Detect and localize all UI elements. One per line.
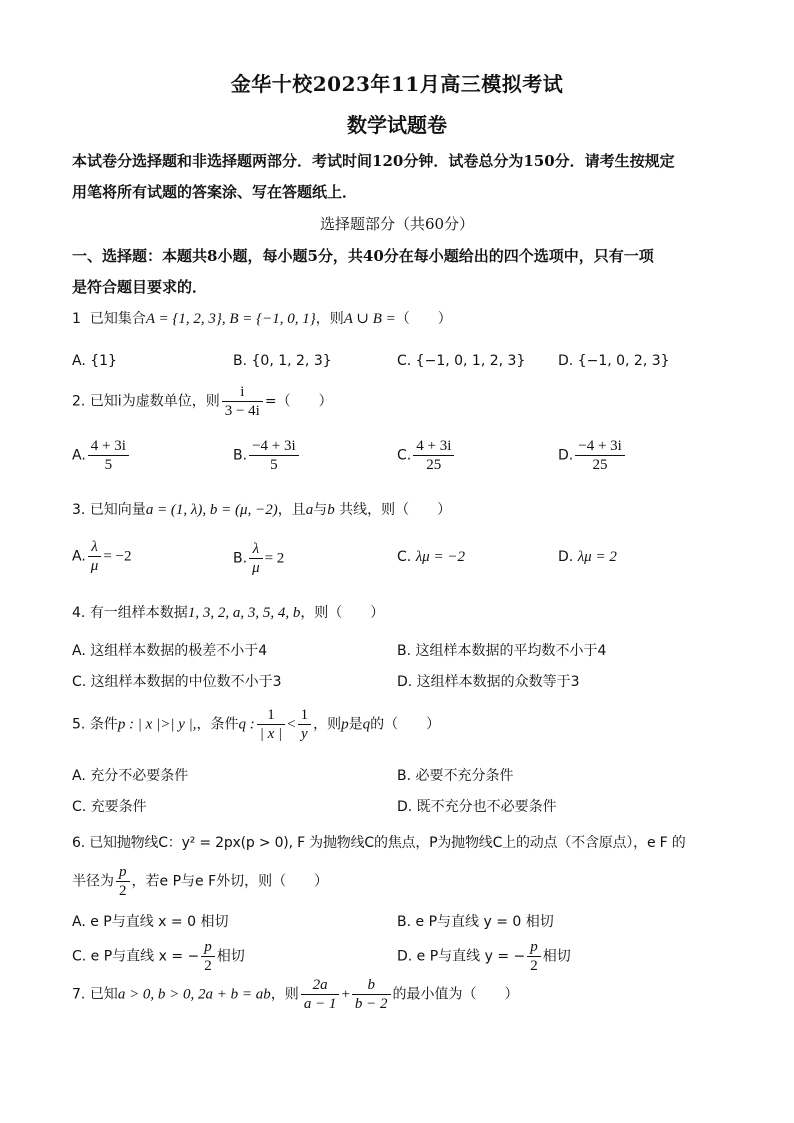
question-number: 6. <box>72 835 85 851</box>
option-label: A. <box>72 548 86 565</box>
fraction <box>222 383 263 420</box>
question-3 <box>72 499 451 519</box>
q2-option-c <box>397 437 456 474</box>
q1-option-b: B. {0, 1, 2, 3} <box>233 353 332 369</box>
question-text: 已知集合 <box>89 311 146 327</box>
fraction-denominator: 5 <box>249 455 299 474</box>
question-text: 已知向量 <box>89 502 146 518</box>
symbol-q: q <box>362 716 371 733</box>
math-expression: λμ = −2 <box>415 549 465 565</box>
option-label: B. <box>233 447 248 464</box>
question-text: ，条件 <box>196 716 239 733</box>
question-number: 5. <box>72 716 86 733</box>
question-4 <box>72 602 384 622</box>
fraction <box>298 706 312 743</box>
vector-a: a <box>305 502 314 518</box>
option-label: A. <box>72 447 86 464</box>
condition-q: q : <box>238 716 255 733</box>
q4-option-b: B. 这组样本数据的平均数不小于4 <box>397 643 607 659</box>
question-text: ，则 <box>313 716 342 733</box>
fraction-numerator: 1 <box>300 707 309 723</box>
fraction <box>201 938 215 975</box>
fraction-denominator: 3 − 4i <box>222 401 263 420</box>
page-subtitle: 数学试题卷 <box>347 113 447 137</box>
question-1 <box>72 308 452 328</box>
intro-line-1: 本试卷分选择题和非选择题两部分．考试时间120分钟．试卷总分为150分．请考生按规定 <box>72 152 675 170</box>
question-6-line-2 <box>72 863 328 900</box>
question-5 <box>72 706 440 743</box>
fraction-denominator: b − 2 <box>352 994 391 1013</box>
fraction-denominator: y <box>298 724 312 743</box>
question-2 <box>72 383 333 420</box>
fraction-numerator: −4 + 3i <box>252 438 296 454</box>
question-text: ，则 <box>315 311 344 327</box>
part1-instruction-line-1: 一、选择题：本题共8小题，每小题5分，共40分在每小题给出的四个选项中，只有一项 <box>72 247 654 265</box>
q3-option-b <box>233 540 284 577</box>
page-title: 金华十校2023年11月高三模拟考试 <box>230 72 564 96</box>
math-expression: = −2 <box>103 548 132 565</box>
answer-paren: （ ） <box>395 311 452 327</box>
question-text: 共线，则（ ） <box>339 502 452 518</box>
question-text: 的最小值为（ ） <box>392 986 519 1003</box>
fraction <box>249 540 263 577</box>
q4-option-c: C. 这组样本数据的中位数不小于3 <box>72 674 282 690</box>
symbol-p: p <box>341 716 349 733</box>
section-title: 选择题部分（共60分） <box>319 215 475 233</box>
fraction <box>116 863 130 900</box>
q6-option-d <box>397 938 571 975</box>
option-label: C. <box>397 549 412 565</box>
q6-option-b: B. e P与直线 y = 0 相切 <box>397 914 554 930</box>
option-text: D. e P与直线 y = − <box>397 948 526 965</box>
fraction-numerator: b <box>367 977 375 993</box>
fraction-numerator: λ <box>252 541 260 557</box>
question-7 <box>72 976 519 1013</box>
plus-sign: + <box>341 986 350 1003</box>
question-text: ，若e P与e F外切，则（ ） <box>131 873 329 890</box>
fraction <box>352 976 391 1013</box>
fraction-numerator: p <box>204 939 212 955</box>
fraction-numerator: p <box>119 864 127 880</box>
option-text: 相切 <box>216 948 245 965</box>
fraction-numerator: −4 + 3i <box>578 438 622 454</box>
option-label: B. <box>233 550 248 567</box>
option-text: C. e P与直线 x = − <box>72 948 200 965</box>
question-text: ，则 <box>270 986 299 1003</box>
q2-option-a <box>72 437 131 474</box>
fraction-denominator: 25 <box>413 455 454 474</box>
question-text: 与 <box>313 502 328 518</box>
question-text: 半径为 <box>72 873 114 890</box>
fraction-denominator: a − 1 <box>301 994 340 1013</box>
question-text: 已知i为虚数单位，则 <box>89 393 220 410</box>
q3-option-a <box>72 538 131 575</box>
fraction <box>88 437 129 474</box>
vector-b: b <box>327 502 335 518</box>
fraction <box>527 938 541 975</box>
q5-option-b: B. 必要不充分条件 <box>397 768 514 784</box>
q6-option-c <box>72 938 245 975</box>
question-number: 3. <box>72 502 86 518</box>
condition-p: p : | x |>| y |, <box>117 716 197 733</box>
fraction-numerator: 4 + 3i <box>416 438 452 454</box>
fraction <box>301 976 340 1013</box>
intro-line-2: 用笔将所有试题的答案涂、写在答题纸上． <box>72 183 358 201</box>
question-number: 4. <box>72 605 86 621</box>
fraction <box>575 437 625 474</box>
less-than: < <box>287 716 296 733</box>
question-number: 1 <box>72 311 81 327</box>
answer-paren: =（ ） <box>264 393 333 410</box>
question-text: 已知 <box>89 986 118 1003</box>
fraction-denominator: 2 <box>527 956 541 975</box>
q5-option-c: C. 充要条件 <box>72 799 147 815</box>
fraction <box>88 538 102 575</box>
fraction-denominator: μ <box>88 556 102 575</box>
fraction <box>257 706 285 743</box>
q6-option-a: A. e P与直线 x = 0 相切 <box>72 914 229 930</box>
question-text: 的（ ） <box>370 716 441 733</box>
part1-instruction-line-2: 是符合题目要求的． <box>72 278 208 296</box>
fraction-denominator: 25 <box>575 455 625 474</box>
option-text: 相切 <box>542 948 571 965</box>
q4-option-a: A. 这组样本数据的极差不小于4 <box>72 643 268 659</box>
q1-option-a: A. {1} <box>72 353 117 369</box>
question-text: 有一组样本数据 <box>89 605 188 621</box>
math-expression: = 2 <box>264 550 285 567</box>
fraction-denominator: μ <box>249 558 263 577</box>
math-condition: a > 0, b > 0, 2a + b = ab <box>117 986 271 1003</box>
fraction-numerator: i <box>240 384 245 400</box>
fraction-denominator: 2 <box>201 956 215 975</box>
q1-option-d: D. {−1, 0, 2, 3} <box>558 353 670 369</box>
math-expression: A ∪ B = <box>343 311 396 327</box>
question-number: 7. <box>72 986 86 1003</box>
q5-option-a: A. 充分不必要条件 <box>72 768 189 784</box>
option-label: D. <box>558 447 574 464</box>
fraction <box>413 437 454 474</box>
q1-option-c: C. {−1, 0, 1, 2, 3} <box>397 353 526 369</box>
fraction <box>249 437 299 474</box>
q2-option-b <box>233 437 301 474</box>
fraction-denominator: 2 <box>116 881 130 900</box>
math-vectors: a = (1, λ), b = (μ, −2) <box>145 502 278 518</box>
question-number: 2. <box>72 393 86 410</box>
fraction-denominator: | x | <box>257 724 285 743</box>
fraction-numerator: p <box>530 939 538 955</box>
question-text: 已知抛物线C：y² = 2px(p > 0), F 为抛物线C的焦点，P为抛物线C上的动点（不含原点），e F 的 <box>89 835 686 851</box>
q3-option-d <box>558 549 617 566</box>
q4-option-d: D. 这组样本数据的众数等于3 <box>397 674 580 690</box>
option-label: C. <box>397 447 412 464</box>
fraction-denominator: 5 <box>88 455 129 474</box>
q2-option-d <box>558 437 627 474</box>
option-label: D. <box>558 549 574 565</box>
question-text: 是 <box>348 716 363 733</box>
question-text: 条件 <box>89 716 118 733</box>
math-expression: λμ = 2 <box>577 549 617 565</box>
fraction-numerator: λ <box>91 539 98 555</box>
fraction-numerator: 2a <box>312 977 328 993</box>
q3-option-c <box>397 549 465 566</box>
question-6-line-1 <box>72 832 686 852</box>
math-sets: A = {1, 2, 3}, B = {−1, 0, 1} <box>145 311 316 327</box>
fraction-numerator: 4 + 3i <box>90 438 126 454</box>
question-text: ，且 <box>277 502 306 518</box>
sample-data: 1, 3, 2, a, 3, 5, 4, b <box>187 605 301 621</box>
q5-option-d: D. 既不充分也不必要条件 <box>397 799 557 815</box>
question-text: ，则（ ） <box>300 605 385 621</box>
fraction-numerator: 1 <box>267 707 275 723</box>
